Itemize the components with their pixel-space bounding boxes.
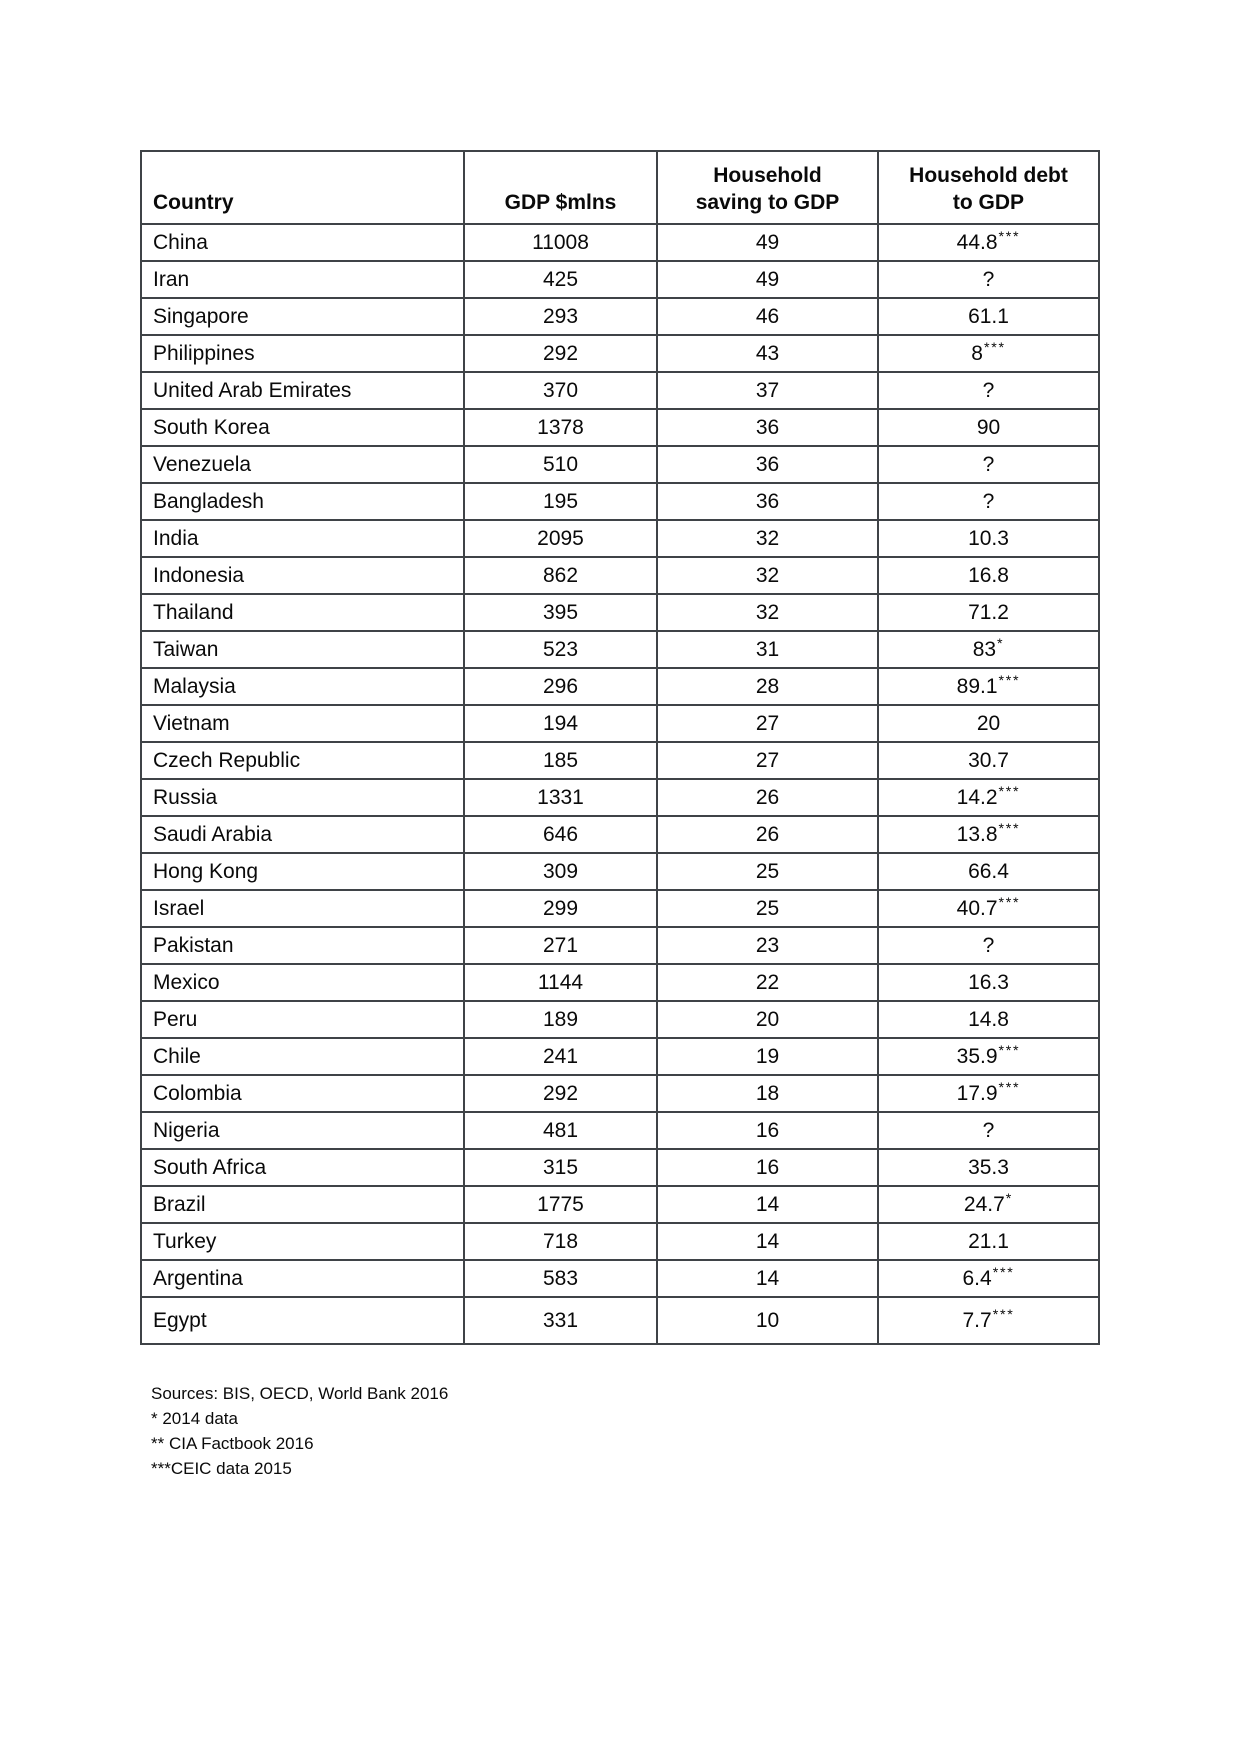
debt-value: 24.7 <box>963 1192 1005 1216</box>
debt-cell <box>878 631 1099 668</box>
debt-cell <box>878 446 1099 483</box>
header-household-debt <box>878 151 1099 224</box>
country-cell: South Africa <box>141 1149 464 1186</box>
debt-cell <box>878 1038 1099 1075</box>
debt-value: ? <box>982 378 995 402</box>
table-row <box>141 1223 1099 1260</box>
gdp-cell: 1378 <box>464 409 657 446</box>
debt-cell <box>878 372 1099 409</box>
table-row <box>141 1149 1099 1186</box>
saving-cell: 14 <box>657 1260 878 1297</box>
country-cell: Singapore <box>141 298 464 335</box>
gdp-cell: 189 <box>464 1001 657 1038</box>
gdp-cell: 1775 <box>464 1186 657 1223</box>
saving-cell: 14 <box>657 1223 878 1260</box>
saving-cell: 16 <box>657 1149 878 1186</box>
country-cell: Bangladesh <box>141 483 464 520</box>
country-cell: Egypt <box>141 1297 464 1344</box>
gdp-cell: 292 <box>464 1075 657 1112</box>
debt-cell <box>878 742 1099 779</box>
country-cell: Vietnam <box>141 705 464 742</box>
table-row <box>141 964 1099 1001</box>
saving-cell: 32 <box>657 594 878 631</box>
debt-value: 61.1 <box>968 304 1009 328</box>
footnote-three-star: ***CEIC data 2015 <box>151 1459 292 1478</box>
gdp-cell: 241 <box>464 1038 657 1075</box>
saving-cell: 37 <box>657 372 878 409</box>
country-cell: United Arab Emirates <box>141 372 464 409</box>
country-cell: Mexico <box>141 964 464 1001</box>
country-cell: Colombia <box>141 1075 464 1112</box>
table-row <box>141 1297 1099 1344</box>
debt-value: 14.2 <box>956 785 998 809</box>
debt-cell <box>878 1149 1099 1186</box>
gdp-cell: 315 <box>464 1149 657 1186</box>
footnote-one-star: * 2014 data <box>151 1409 238 1428</box>
header-gdp-label: GDP $mlns <box>504 191 617 214</box>
debt-cell <box>878 779 1099 816</box>
gdp-cell: 510 <box>464 446 657 483</box>
saving-cell: 27 <box>657 742 878 779</box>
country-cell: Saudi Arabia <box>141 816 464 853</box>
header-saving-line2: saving to GDP <box>695 191 840 214</box>
debt-value: 10.3 <box>968 526 1009 550</box>
gdp-cell: 646 <box>464 816 657 853</box>
table-row <box>141 853 1099 890</box>
table-row <box>141 1038 1099 1075</box>
debt-cell <box>878 890 1099 927</box>
debt-asterisks: *** <box>998 895 1021 912</box>
gdp-cell: 271 <box>464 927 657 964</box>
debt-value: 89.1 <box>956 674 998 698</box>
debt-cell <box>878 1223 1099 1260</box>
table-row <box>141 779 1099 816</box>
debt-value: 21.1 <box>968 1229 1009 1253</box>
gdp-cell: 370 <box>464 372 657 409</box>
header-country <box>141 151 464 224</box>
saving-cell: 25 <box>657 853 878 890</box>
debt-value: ? <box>982 267 995 291</box>
gdp-cell: 309 <box>464 853 657 890</box>
table-row <box>141 372 1099 409</box>
debt-asterisks: *** <box>998 229 1021 246</box>
gdp-cell: 2095 <box>464 520 657 557</box>
header-household-saving <box>657 151 878 224</box>
saving-cell: 31 <box>657 631 878 668</box>
debt-value: 6.4 <box>962 1266 992 1290</box>
header-debt-line2: to GDP <box>952 191 1025 214</box>
debt-value: ? <box>982 489 995 513</box>
country-cell: China <box>141 224 464 261</box>
table-row <box>141 631 1099 668</box>
footnote-sources: Sources: BIS, OECD, World Bank 2016 <box>151 1384 449 1403</box>
debt-value: 16.8 <box>968 563 1009 587</box>
debt-asterisks: *** <box>998 784 1021 801</box>
debt-asterisks: *** <box>992 1307 1015 1324</box>
country-cell: Philippines <box>141 335 464 372</box>
country-cell: Iran <box>141 261 464 298</box>
debt-cell <box>878 557 1099 594</box>
country-cell: Thailand <box>141 594 464 631</box>
debt-cell <box>878 224 1099 261</box>
country-cell: South Korea <box>141 409 464 446</box>
debt-cell <box>878 298 1099 335</box>
table-row <box>141 409 1099 446</box>
gdp-cell: 1144 <box>464 964 657 1001</box>
debt-value: 35.9 <box>956 1044 998 1068</box>
table-row <box>141 298 1099 335</box>
gdp-cell: 292 <box>464 335 657 372</box>
debt-cell <box>878 483 1099 520</box>
debt-cell <box>878 1075 1099 1112</box>
table-row <box>141 335 1099 372</box>
header-debt-line1: Household debt <box>909 164 1068 187</box>
debt-cell <box>878 1297 1099 1344</box>
saving-cell: 43 <box>657 335 878 372</box>
table-row <box>141 705 1099 742</box>
table-row <box>141 1001 1099 1038</box>
country-cell: Argentina <box>141 1260 464 1297</box>
table-row <box>141 446 1099 483</box>
gdp-cell: 583 <box>464 1260 657 1297</box>
debt-asterisks: *** <box>998 1080 1021 1097</box>
debt-value: 20 <box>976 711 1001 735</box>
saving-cell: 28 <box>657 668 878 705</box>
debt-cell <box>878 927 1099 964</box>
header-country-label: Country <box>153 191 234 214</box>
country-cell: India <box>141 520 464 557</box>
saving-cell: 26 <box>657 779 878 816</box>
saving-cell: 25 <box>657 890 878 927</box>
saving-cell: 49 <box>657 261 878 298</box>
debt-value: 71.2 <box>968 600 1009 624</box>
country-cell: Taiwan <box>141 631 464 668</box>
debt-value: 66.4 <box>968 859 1009 883</box>
saving-cell: 36 <box>657 483 878 520</box>
gdp-cell: 194 <box>464 705 657 742</box>
gdp-cell: 195 <box>464 483 657 520</box>
saving-cell: 32 <box>657 557 878 594</box>
country-cell: Nigeria <box>141 1112 464 1149</box>
table-row <box>141 557 1099 594</box>
debt-asterisks: *** <box>998 1043 1021 1060</box>
debt-asterisks: * <box>1005 1191 1014 1208</box>
debt-cell <box>878 668 1099 705</box>
country-savings-debt-table <box>140 150 1100 1345</box>
country-cell: Pakistan <box>141 927 464 964</box>
country-cell: Chile <box>141 1038 464 1075</box>
gdp-cell: 523 <box>464 631 657 668</box>
gdp-cell: 331 <box>464 1297 657 1344</box>
saving-cell: 32 <box>657 520 878 557</box>
table-row <box>141 224 1099 261</box>
debt-cell <box>878 816 1099 853</box>
saving-cell: 22 <box>657 964 878 1001</box>
debt-asterisks: *** <box>998 673 1021 690</box>
header-saving-line1: Household <box>713 164 822 187</box>
debt-cell <box>878 964 1099 1001</box>
debt-value: 7.7 <box>962 1308 992 1332</box>
saving-cell: 19 <box>657 1038 878 1075</box>
debt-value: 35.3 <box>968 1155 1009 1179</box>
gdp-cell: 425 <box>464 261 657 298</box>
country-cell: Malaysia <box>141 668 464 705</box>
debt-cell <box>878 853 1099 890</box>
saving-cell: 36 <box>657 446 878 483</box>
table-row <box>141 668 1099 705</box>
gdp-cell: 296 <box>464 668 657 705</box>
saving-cell: 36 <box>657 409 878 446</box>
debt-asterisks: * <box>997 636 1005 653</box>
gdp-cell: 299 <box>464 890 657 927</box>
debt-cell <box>878 1260 1099 1297</box>
debt-value: 16.3 <box>968 970 1009 994</box>
debt-asterisks: *** <box>983 340 1006 357</box>
debt-value: 8 <box>971 341 983 365</box>
header-row <box>141 151 1099 224</box>
table-row <box>141 816 1099 853</box>
debt-value: 30.7 <box>968 748 1009 772</box>
gdp-cell: 862 <box>464 557 657 594</box>
gdp-cell: 11008 <box>464 224 657 261</box>
table-row <box>141 1075 1099 1112</box>
table-row <box>141 742 1099 779</box>
saving-cell: 18 <box>657 1075 878 1112</box>
saving-cell: 23 <box>657 927 878 964</box>
gdp-cell: 718 <box>464 1223 657 1260</box>
table-row <box>141 1260 1099 1297</box>
debt-value: ? <box>982 933 995 957</box>
debt-value: 40.7 <box>956 896 998 920</box>
country-cell: Turkey <box>141 1223 464 1260</box>
country-cell: Israel <box>141 890 464 927</box>
table-row <box>141 594 1099 631</box>
debt-value: 83 <box>972 637 997 661</box>
debt-cell <box>878 409 1099 446</box>
gdp-cell: 293 <box>464 298 657 335</box>
debt-value: ? <box>982 1118 995 1142</box>
debt-value: ? <box>982 452 995 476</box>
country-cell: Brazil <box>141 1186 464 1223</box>
table-row <box>141 1112 1099 1149</box>
saving-cell: 14 <box>657 1186 878 1223</box>
table-row <box>141 483 1099 520</box>
debt-value: 44.8 <box>956 230 998 254</box>
debt-value: 90 <box>976 415 1001 439</box>
debt-cell <box>878 705 1099 742</box>
saving-cell: 26 <box>657 816 878 853</box>
debt-cell <box>878 594 1099 631</box>
debt-asterisks: *** <box>998 821 1021 838</box>
table-row <box>141 520 1099 557</box>
debt-cell <box>878 1112 1099 1149</box>
table-row <box>141 1186 1099 1223</box>
debt-cell <box>878 1001 1099 1038</box>
debt-value: 14.8 <box>968 1007 1009 1031</box>
gdp-cell: 481 <box>464 1112 657 1149</box>
debt-value: 13.8 <box>956 822 998 846</box>
saving-cell: 20 <box>657 1001 878 1038</box>
gdp-cell: 185 <box>464 742 657 779</box>
gdp-cell: 1331 <box>464 779 657 816</box>
header-gdp <box>464 151 657 224</box>
debt-cell <box>878 335 1099 372</box>
debt-cell <box>878 520 1099 557</box>
saving-cell: 49 <box>657 224 878 261</box>
debt-asterisks: *** <box>992 1265 1015 1282</box>
footnotes <box>151 1381 448 1481</box>
country-cell: Indonesia <box>141 557 464 594</box>
country-cell: Venezuela <box>141 446 464 483</box>
table-row <box>141 927 1099 964</box>
saving-cell: 10 <box>657 1297 878 1344</box>
footnote-two-star: ** CIA Factbook 2016 <box>151 1434 314 1453</box>
debt-cell <box>878 261 1099 298</box>
gdp-cell: 395 <box>464 594 657 631</box>
table-row <box>141 890 1099 927</box>
country-cell: Peru <box>141 1001 464 1038</box>
table-row <box>141 261 1099 298</box>
saving-cell: 16 <box>657 1112 878 1149</box>
country-cell: Russia <box>141 779 464 816</box>
debt-cell <box>878 1186 1099 1223</box>
country-cell: Hong Kong <box>141 853 464 890</box>
saving-cell: 46 <box>657 298 878 335</box>
saving-cell: 27 <box>657 705 878 742</box>
country-cell: Czech Republic <box>141 742 464 779</box>
debt-value: 17.9 <box>956 1081 998 1105</box>
